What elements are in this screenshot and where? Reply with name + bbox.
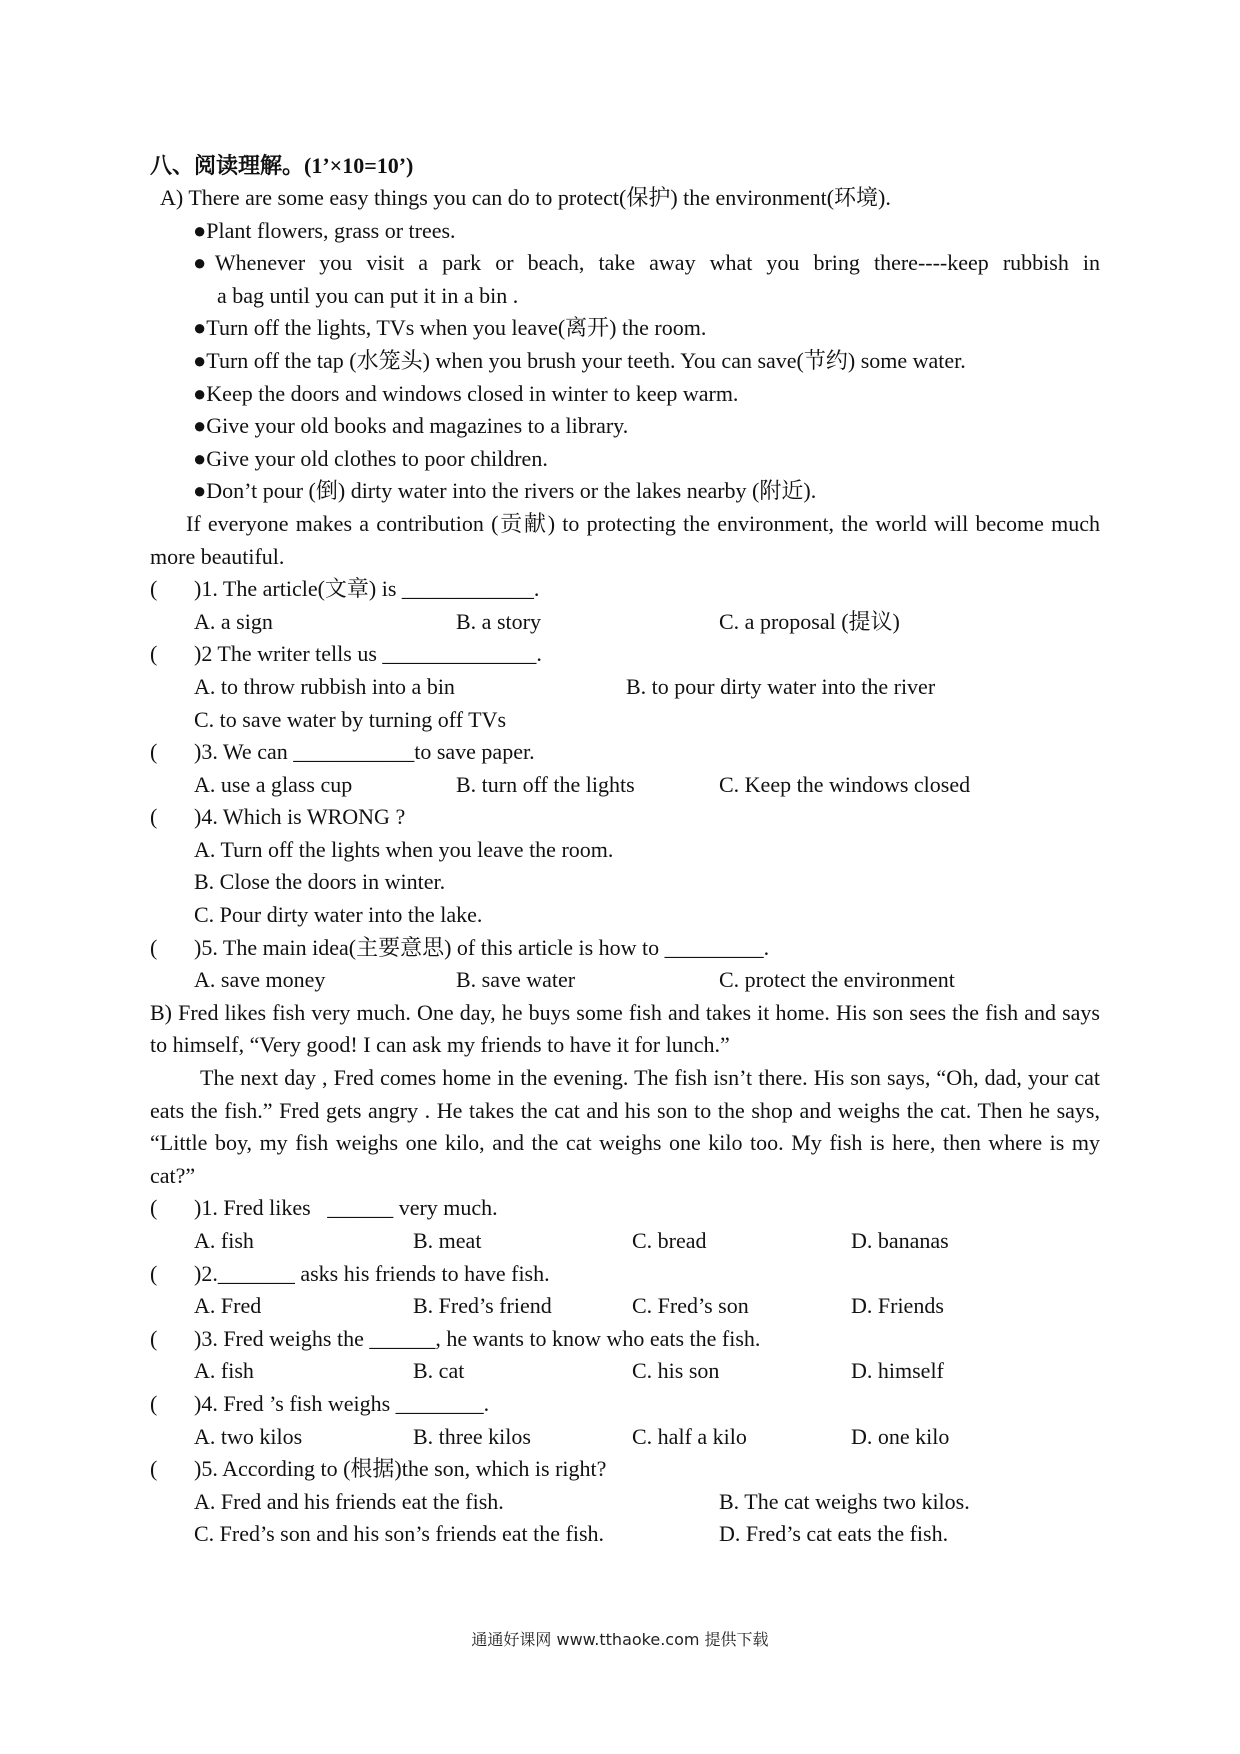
option-a: A. two kilos	[194, 1423, 303, 1449]
question-stem: )4. Fred ’s fish weighs ________.	[194, 1390, 490, 1416]
question-b1	[150, 1192, 1100, 1225]
section-heading: 八、阅读理解。(1’×10=10’)	[150, 153, 414, 178]
answer-blank[interactable]: (	[150, 1260, 158, 1286]
answer-blank[interactable]: (	[150, 1456, 158, 1482]
bullet-item: ●Turn off the tap (水笼头) when you brush your teeth. You can save(节约) some water.	[193, 347, 966, 373]
option-a-row	[150, 834, 1100, 867]
option-c: C. Fred’s son and his son’s friends eat the fish.	[194, 1521, 605, 1547]
option-b: B. save water	[456, 967, 576, 993]
reading-section	[150, 150, 1100, 1551]
answer-blank[interactable]: (	[150, 1195, 158, 1221]
answer-blank[interactable]: (	[150, 739, 158, 765]
bullet-item: ●Whenever you visit a park or beach, take away what you bring there----keep rubbish in	[193, 250, 1100, 276]
bullet-item: ●Give your old clothes to poor children.	[193, 445, 548, 471]
options-b1	[150, 1225, 1100, 1258]
question-stem: )1. Fred likes ______ very much.	[194, 1195, 498, 1221]
passage-b-para2: The next day , Fred comes home in the evening. The fish isn’t there. His son says, “Oh, dad, your cat eats the fish.” Fred gets angry . He takes the cat and his son to the shop and weighs the cat. Then he says, “Little boy, my fish weighs one kilo, and the cat weighs one kilo too. My fish is here, then where is my cat?”	[150, 1065, 1100, 1188]
option-d: D. bananas	[851, 1228, 949, 1253]
option-c-row	[150, 899, 1100, 932]
question-stem: )1. The article(文章) is ____________.	[194, 576, 540, 602]
answer-blank[interactable]: (	[150, 576, 158, 602]
option-b: B. three kilos	[413, 1423, 531, 1449]
option-b: B. meat	[413, 1228, 482, 1253]
option-a: A. fish	[194, 1228, 254, 1253]
option-c: C. protect the environment	[719, 967, 955, 993]
option-a: A. a sign	[194, 608, 273, 634]
option-b: B. to pour dirty water into the river	[626, 673, 936, 699]
passage-a-intro: A) There are some easy things you can do to protect(保护) the environment(环境).	[160, 185, 891, 210]
option-b-row	[150, 866, 1100, 899]
question-b5	[150, 1453, 1100, 1486]
option-b: B. Close the doors in winter.	[194, 869, 446, 895]
question-a4	[150, 801, 1100, 834]
option-a: A. use a glass cup	[194, 771, 353, 797]
answer-blank[interactable]: (	[150, 1325, 158, 1351]
answer-blank[interactable]: (	[150, 641, 158, 667]
bullet-item: ●Give your old books and magazines to a library.	[193, 413, 629, 439]
question-stem: )5. The main idea(主要意思) of this article is how to _________.	[194, 934, 770, 960]
bullet-item: ●Keep the doors and windows closed in winter to keep warm.	[193, 380, 739, 406]
option-a: A. Turn off the lights when you leave the room.	[194, 836, 614, 862]
option-c: C. half a kilo	[632, 1423, 747, 1449]
question-stem: )3. Fred weighs the ______, he wants to know who eats the fish.	[194, 1325, 761, 1351]
bullet-item: ●Turn off the lights, TVs when you leave(离开) the room.	[193, 315, 707, 341]
question-a1	[150, 573, 1100, 606]
option-b: B. turn off the lights	[456, 771, 635, 797]
option-b: B. Fred’s friend	[413, 1293, 552, 1319]
question-a3	[150, 736, 1100, 769]
option-b: B. The cat weighs two kilos.	[719, 1488, 970, 1514]
option-c: C. Fred’s son	[632, 1293, 749, 1319]
options-b5-row1	[150, 1486, 1100, 1519]
option-c: C. to save water by turning off TVs	[194, 706, 507, 732]
passage-b-para1: B) Fred likes fish very much. One day, he buys some fish and takes it home. His son sees the fish and says to himself, “Very good! I can ask my friends to have it for lunch.”	[150, 999, 1100, 1058]
options-b5-row2	[150, 1518, 1100, 1551]
question-stem: )4. Which is WRONG ?	[194, 804, 406, 830]
option-a: A. Fred	[194, 1293, 262, 1319]
question-stem: )5. According to (根据)the son, which is right?	[194, 1456, 607, 1482]
option-d: D. Friends	[851, 1293, 944, 1319]
option-a: A. to throw rubbish into a bin	[194, 673, 455, 699]
options-a2	[150, 671, 1100, 704]
answer-blank[interactable]: (	[150, 804, 158, 830]
option-c: C. Keep the windows closed	[719, 771, 971, 797]
option-d: D. Fred’s cat eats the fish.	[719, 1521, 949, 1547]
options-b3	[150, 1355, 1100, 1388]
question-stem: )2 The writer tells us ______________.	[194, 641, 542, 667]
options-a5	[150, 964, 1100, 997]
answer-blank[interactable]: (	[150, 1390, 158, 1416]
passage-a-closing: If everyone makes a contribution (贡献) to protecting the environment, the world will become much more beautiful.	[150, 510, 1100, 569]
option-c: C. bread	[632, 1228, 707, 1253]
question-a5	[150, 932, 1100, 965]
options-a3	[150, 769, 1100, 802]
option-a: A. fish	[194, 1358, 254, 1384]
page-footer: 通通好课网 www.tthaoke.com 提供下载	[471, 1630, 769, 1649]
options-a1	[150, 606, 1100, 639]
option-c: C. Pour dirty water into the lake.	[194, 902, 483, 928]
option-d: D. himself	[851, 1358, 944, 1384]
bullet-item: ●Plant flowers, grass or trees.	[193, 217, 456, 243]
option-d: D. one kilo	[851, 1423, 950, 1449]
bullet-item: ●Don’t pour (倒) dirty water into the rivers or the lakes nearby (附近).	[193, 478, 817, 504]
options-b2	[150, 1290, 1100, 1323]
bullet-continuation: a bag until you can put it in a bin .	[217, 282, 519, 308]
question-b4	[150, 1388, 1100, 1421]
question-b3	[150, 1323, 1100, 1356]
answer-blank[interactable]: (	[150, 934, 158, 960]
option-b: B. cat	[413, 1358, 465, 1384]
option-a: A. save money	[194, 967, 326, 993]
question-b2	[150, 1258, 1100, 1291]
option-a: A. Fred and his friends eat the fish.	[194, 1488, 504, 1514]
option-b: B. a story	[456, 608, 541, 634]
question-stem: )3. We can ___________to save paper.	[194, 739, 535, 765]
option-c: C. his son	[632, 1358, 720, 1384]
question-a2	[150, 638, 1100, 671]
option-c: C. a proposal (提议)	[719, 608, 900, 634]
question-stem: )2._______ asks his friends to have fish.	[194, 1260, 550, 1286]
options-b4	[150, 1421, 1100, 1454]
options-a2-row2	[150, 704, 1100, 737]
